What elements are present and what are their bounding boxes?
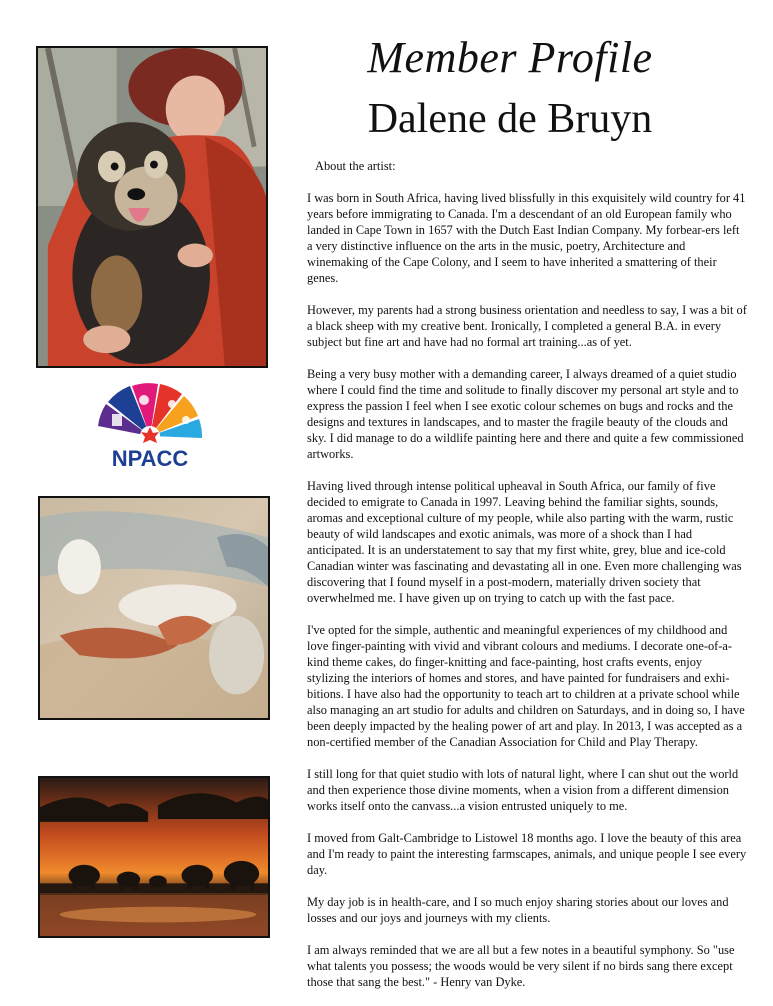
- bio-paragraph: I was born in South Africa, having lived blissfully in this exquisitely wild country for 41 years before immigrating to Canada. I'm a descendant of an old European family who landed in Cape Town in 1657 with the Dutch East Indian Company. My forbear-ers left a very distinctive influence on the arts in the music, poetry, Architecture and winemaking of the Cape Colony, and I seem to have inherited a smattering of their genes.: [307, 191, 746, 285]
- npacc-logo-image: [88, 380, 212, 472]
- bio-label: About the artist:: [315, 159, 396, 173]
- bio-paragraph: Having lived through intense political upheaval in South Africa, our family of five decided to emigrate to Canada in 1997. Leaving behind the familiar sights, sounds, aromas and exceptional culture of my people, while also parting with the warm, rustic beauty of wild landscapes and exotic animals, was more of a shock than I had anticipated. It is an understatement to say that my first white, grey, blue and ice-cold Canadian winter was fascinating and devastating all in one. Even more challenging was discovering that I found myself in a post-modern, materially driven society that overwhelmed me. I have given up on trying to catch up with the fast pace.: [307, 479, 742, 605]
- bio-paragraph: Being a very busy mother with a demanding career, I always dreamed of a quiet studio where I could find the time and solitude to finally discover my personal art style and to express the passion I feel when I see exotic colour schemes on bugs and rocks and the designs and textures in landscapes, and to master the fragile beauty of the clouds and sky. I did manage to do a wildlife painting here and there and quite a few commissioned artworks.: [307, 367, 744, 461]
- abstract-figures-painting-image: [40, 498, 268, 718]
- bio-paragraph: My day job is in health-care, and I so much enjoy sharing stories about our loves and losses and our joys and journeys with my clients.: [307, 895, 729, 925]
- bio-paragraph: I moved from Galt-Cambridge to Listowel 18 months ago. I love the beauty of this area and I'm ready to paint the interesting farmscapes, animals, and unique people I see every day.: [307, 831, 747, 877]
- bio-paragraph: However, my parents had a strong business orientation and needless to say, I was a bit of a black sheep with my creative bent. Ironically, I completed a general B.A. in every subject but fine art and have had no formal art training...as of yet.: [307, 303, 747, 349]
- bio-paragraph: I still long for that quiet studio with lots of natural light, where I can shut out the world and then experience those divine moments, when a vision from a different dimension works itself onto the canvass...a vision entrusted uniquely to me.: [307, 767, 739, 813]
- npacc-logo: [88, 380, 212, 472]
- npacc-logo-text: NPACC: [111, 446, 189, 471]
- painting-figures: [38, 496, 270, 720]
- bio-paragraph: I've opted for the simple, authentic and meaningful experiences of my childhood and love finger-painting with vivid and vibrant colours and mediums. I decorate one-of-a-kind theme cakes, do finger-knitting and face-painting, host crafts events, enjoy stylizing the interiors of homes and stores, and have painted for fundraisers and exhi-bitions. I have also had the opportunity to teach art to children at a private school while also managing an art studio for adults and children on Saturdays, and in doing so, I have been deeply impacted by the healing power of art and play. In 2013, I was accepted as a non-certified member of the Canadian Association for Child and Play Therapy.: [307, 623, 745, 749]
- artist-name: Dalene de Bruyn: [367, 96, 653, 142]
- artist-photo: [36, 46, 268, 368]
- painting-elephants-sunset: [38, 776, 270, 938]
- bio-paragraph: I am always reminded that we are all but a few notes in a beautiful symphony. So "use what talents you possess; the woods would be very silent if no birds sang there except those that sang the best." - Henry van Dyke.: [307, 943, 735, 989]
- elephants-at-sunset-painting-image: [40, 778, 268, 936]
- artist-bio: [307, 158, 747, 1006]
- page-title: Member Profile: [367, 33, 653, 82]
- artist-with-dog-image: [38, 48, 266, 366]
